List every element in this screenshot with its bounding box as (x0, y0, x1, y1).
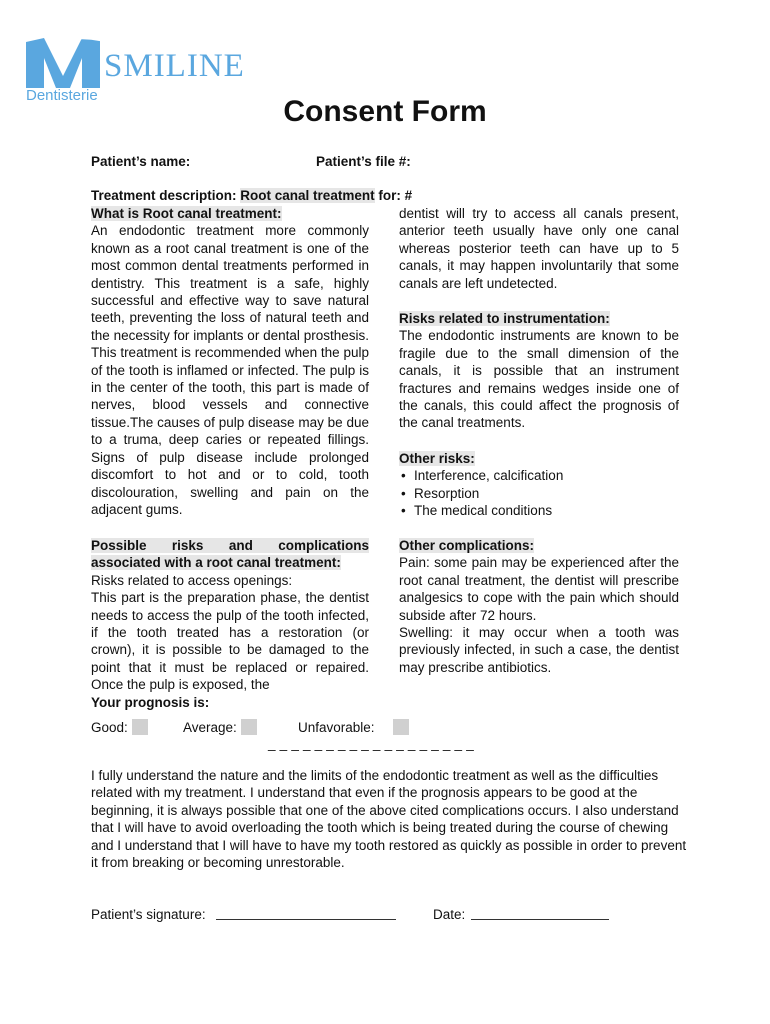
signature-label: Patient’s signature: (91, 907, 206, 922)
date-field (433, 906, 609, 923)
complications-heading (399, 537, 679, 554)
unfavorable-checkbox[interactable] (393, 719, 409, 735)
patient-file-label: Patient’s file #: (316, 154, 411, 169)
left-column (91, 205, 369, 518)
instrumentation-heading (399, 310, 679, 327)
list-item: • The medical conditions (399, 502, 679, 519)
prognosis-heading: Your prognosis is: (91, 695, 210, 710)
treatment-description (91, 188, 412, 203)
right-column (399, 205, 679, 292)
signature-field (91, 906, 396, 923)
good-label: Good: (91, 720, 128, 735)
logo-mark-icon (26, 36, 100, 88)
logo-subtitle: Dentisterie (26, 87, 98, 104)
treatment-for-label: for: # (378, 188, 413, 203)
complications-section (399, 537, 679, 676)
date-label: Date: (433, 907, 466, 922)
patient-name-label: Patient’s name: (91, 154, 191, 169)
possible-heading (91, 537, 369, 572)
good-checkbox[interactable] (132, 719, 148, 735)
what-body: An endodontic treatment more commonly known as a root canal treatment is one of the most common dental treatments performed in dentistry. This treatment is a safe, highly successful and effective way to save natural teeth, preventing the loss of natural teeth and the necessity for implants or dental prosthesis. This treatment is recommended when the pulp of the tooth is inflamed or infected. The pulp is in the center of the tooth, this part is made of nerves, blood vessels and connective tissue.The causes of pulp disease may be due to a truma, deep caries or repeated fillings. Signs of pulp disease include prolonged discomfort to hot and or to cold, tooth discolouration, swelling and pain on the adjacent gums. (91, 223, 369, 517)
list-item: • Resorption (399, 485, 679, 502)
date-line[interactable] (471, 906, 609, 920)
treatment-value: Root canal treatment (240, 188, 375, 203)
access-subheading: Risks related to access openings: (91, 572, 293, 588)
other-risks-heading-text: Other risks: (399, 451, 475, 466)
prognosis-dash-line: _ _ _ _ _ _ _ _ _ _ _ _ _ _ _ _ _ _ (268, 736, 474, 751)
prognosis-good (91, 719, 148, 736)
what-heading (91, 205, 369, 222)
continued-body: dentist will try to access all canals present, anterior teeth usually have only one canal whereas posterior teeth can have up to 5 canals, it may happen involuntarily that some canals are left undetected. (399, 206, 679, 291)
treatment-label: Treatment description: (91, 188, 237, 203)
instrumentation-body: The endodontic instruments are known to be fragile due to the small dimension of the canals, it is possible that an instrument fractures and remains wedges inside one of the canals, this could affect the prognosis of the canal treatments. (399, 328, 679, 431)
understanding-paragraph: I fully understand the nature and the limits of the endodontic treatment as well as the difficulties related with my treatment. I understand that even if the prognosis appears to be good at the beginning, it is always possible that one of the above cited complications occurs. I also understand that I will have to avoid overloading the tooth which is being treated during the course of chewing and I understand that I will have to have my tooth restored as quickly as possible in order to prevent it from breaking or becoming unrestorable. (91, 768, 687, 871)
average-checkbox[interactable] (241, 719, 257, 735)
pain-body: Pain: some pain may be experienced after the root canal treatment, the dentist will prescribe analgesics to cope with the pain which should subside after 72 hours. (399, 555, 679, 623)
what-heading-text: What is Root canal treatment: (91, 206, 282, 221)
logo-brand-text: SMILINE (104, 48, 245, 84)
prognosis-unfavorable (298, 719, 409, 736)
instrumentation-heading-text: Risks related to instrumentation: (399, 311, 610, 326)
prognosis-average (183, 719, 257, 736)
page-title: Consent Form (283, 95, 487, 128)
other-risks-section (399, 450, 679, 520)
possible-risks-section (91, 537, 369, 694)
other-risks-list (399, 467, 679, 519)
swelling-body: Swelling: it may occur when a tooth was previously infected, in such a case, the dentist may prescribe antibiotics. (399, 625, 679, 675)
unfavorable-label: Unfavorable: (298, 720, 375, 735)
possible-heading-text: Possible risks and complications associated with a root canal treatment: (91, 538, 369, 571)
access-body: This part is the preparation phase, the dentist needs to access the pulp of the tooth infected, if the tooth treated has a restoration (or crown), it is possible to be damaged to the point that it must be replaced or repaired. Once the pulp is exposed, the (91, 590, 369, 693)
other-risks-heading (399, 450, 679, 467)
signature-line[interactable] (216, 906, 396, 920)
average-label: Average: (183, 720, 237, 735)
list-item: • Interference, calcification (399, 467, 679, 484)
instrumentation-section (399, 310, 679, 432)
complications-heading-text: Other complications: (399, 538, 535, 553)
